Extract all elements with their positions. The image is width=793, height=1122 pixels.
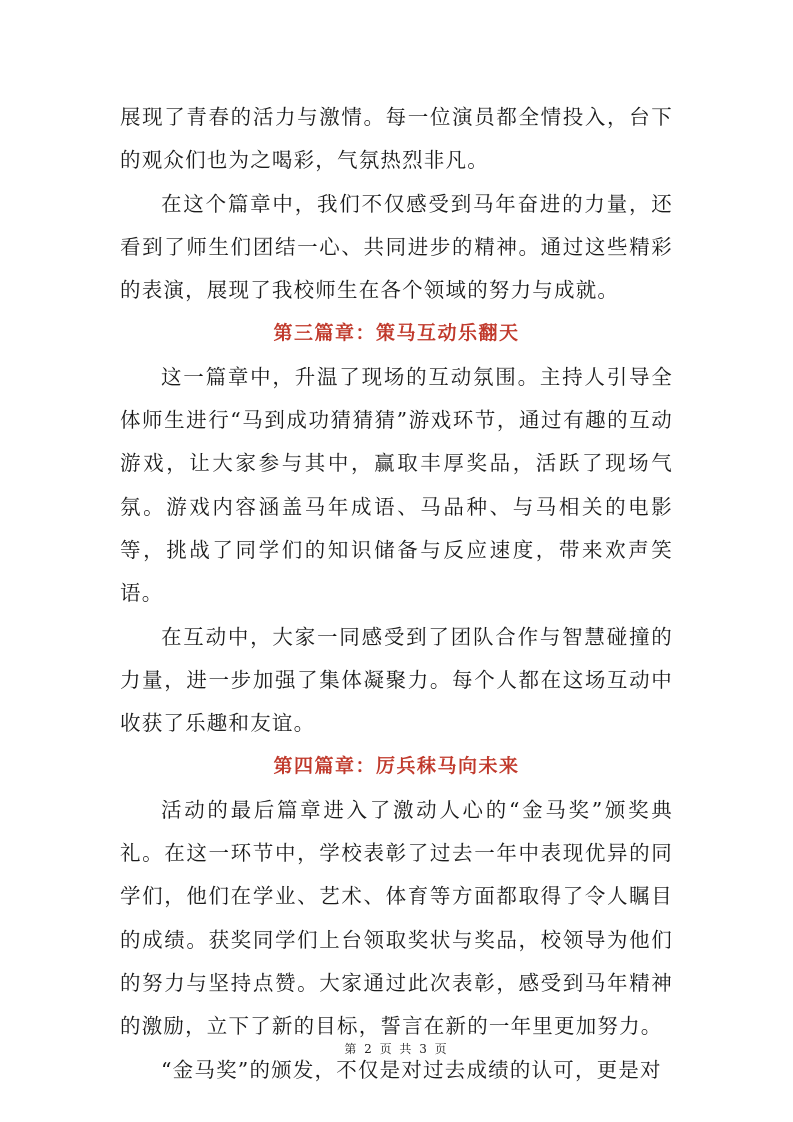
section4-heading: 第四篇章：厉兵秣马向未来	[273, 755, 520, 778]
section3-heading: 第三篇章：策马互动乐翻天	[273, 322, 520, 345]
paragraph-continued: 展现了青春的活力与激情。每一位演员都全情投入，台下的观众们也为之喝彩，气氛热烈非凡。	[120, 105, 673, 173]
section4-paragraph-1: 活动的最后篇章进入了激动人心的“金马奖”颁奖典礼。在这一环节中，学校表彰了过去一年中表现优异的同学们，他们在学业、艺术、体育等方面都取得了令人瞩目的成绩。获奖同学们上台领取奖状与奖品，校领导为他们的努力与坚持点赞。大家通过此次表彰，感受到马年精神的激励，立下了新的目标，誓言在新的一年里更加努力。	[120, 797, 673, 1039]
section4-paragraph-2: “金马奖”的颁发，不仅是对过去成绩的认可，更是对	[161, 1057, 662, 1082]
section3-paragraph-1: 这一篇章中，升温了现场的互动氛围。主持人引导全体师生进行“马到成功猜猜猜”游戏环节，通过有趣的互动游戏，让大家参与其中，赢取丰厚奖品，活跃了现场气氛。游戏内容涵盖马年成语、马品种、与马相关的电影等，挑战了同学们的知识储备与反应速度，带来欢声笑语。	[120, 364, 673, 606]
page-number-footer: 第 2 页 共 3 页	[344, 1042, 449, 1056]
document-body	[120, 96, 673, 1092]
section3-paragraph-2: 在互动中，大家一同感受到了团队合作与智慧碰撞的力量，进一步加强了集体凝聚力。每个人都在这场互动中收获了乐趣和友谊。	[120, 624, 673, 736]
paragraph-section2-summary: 在这个篇章中，我们不仅感受到马年奋进的力量，还看到了师生们团结一心、共同进步的精神。通过这些精彩的表演，展现了我校师生在各个领域的努力与成就。	[120, 191, 673, 303]
